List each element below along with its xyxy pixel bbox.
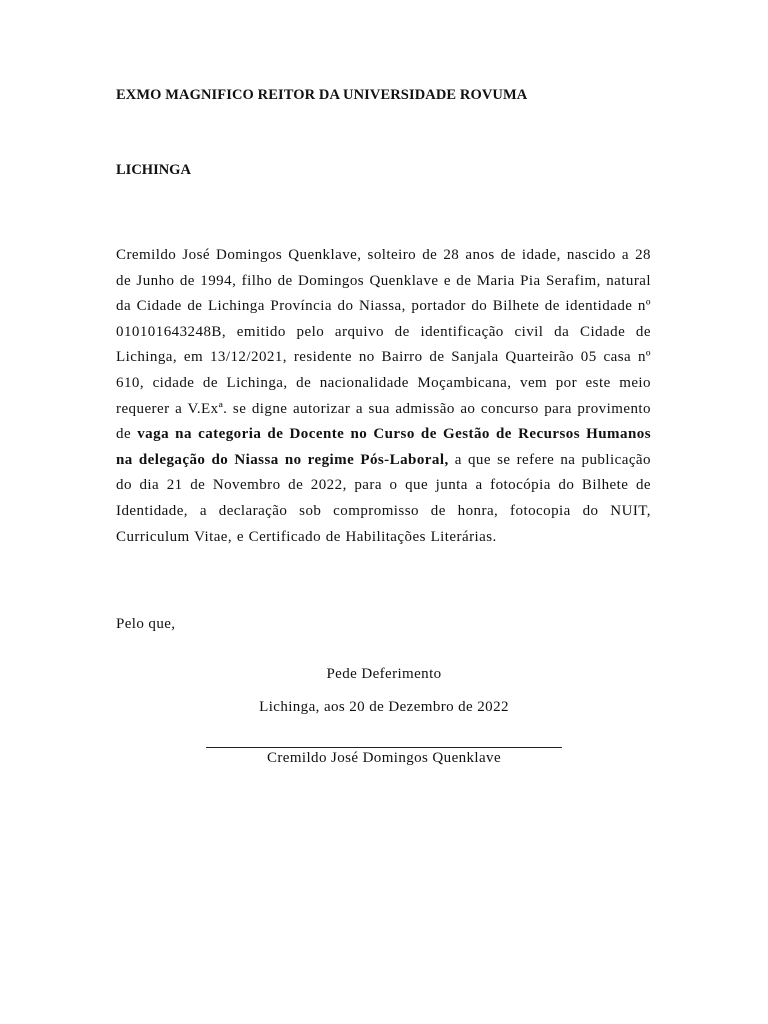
paragraph-outro: a que se refere na publicação do dia 21 de Novembro de 2022, para o que junta a fotocópia do Bilhete de Identidade, a declaração sob compromisso de honra, fotocopia do NUIT, Curriculum Vitae, e Certificado de Habilitações Literárias.: [116, 451, 651, 545]
signature-line: [206, 747, 562, 748]
request-line: Pede Deferimento: [326, 666, 442, 682]
closing-phrase: Pelo que,: [116, 616, 176, 632]
signature-name: Cremildo José Domingos Quenklave: [266, 750, 502, 766]
paragraph-emphasis: vaga na categoria de Docente no Curso de Gestão de Recursos Humanos na delegação do Niassa no regime Pós-Laboral,: [116, 426, 651, 468]
place-date-line: Lichinga, aos 20 de Dezembro de 2022: [259, 699, 509, 715]
city-heading: LICHINGA: [116, 162, 191, 178]
paragraph-intro: Cremildo José Domingos Quenklave, solteiro de 28 anos de idade, nascido a 28 de Junho de 1994, filho de Domingos Quenklave e de Maria Pia Serafim, natural da Cidade de Lichinga Província do Niassa, portador do Bilhete de identidade nº 010101643248B, emitido pelo arquivo de identificação civil da Cidade de Lichinga, em 13/12/2021, residente no Bairro de Sanjala Quarteirão 05 casa nº 610, cidade de Lichinga, de nacionalidade Moçambicana, vem por este meio requerer a V.Exª. se digne autorizar a sua admissão ao concurso para provimento de: [116, 247, 651, 443]
addressee-heading: EXMO MAGNIFICO REITOR DA UNIVERSIDADE ROVUMA: [116, 87, 528, 103]
request-paragraph: [116, 243, 651, 550]
